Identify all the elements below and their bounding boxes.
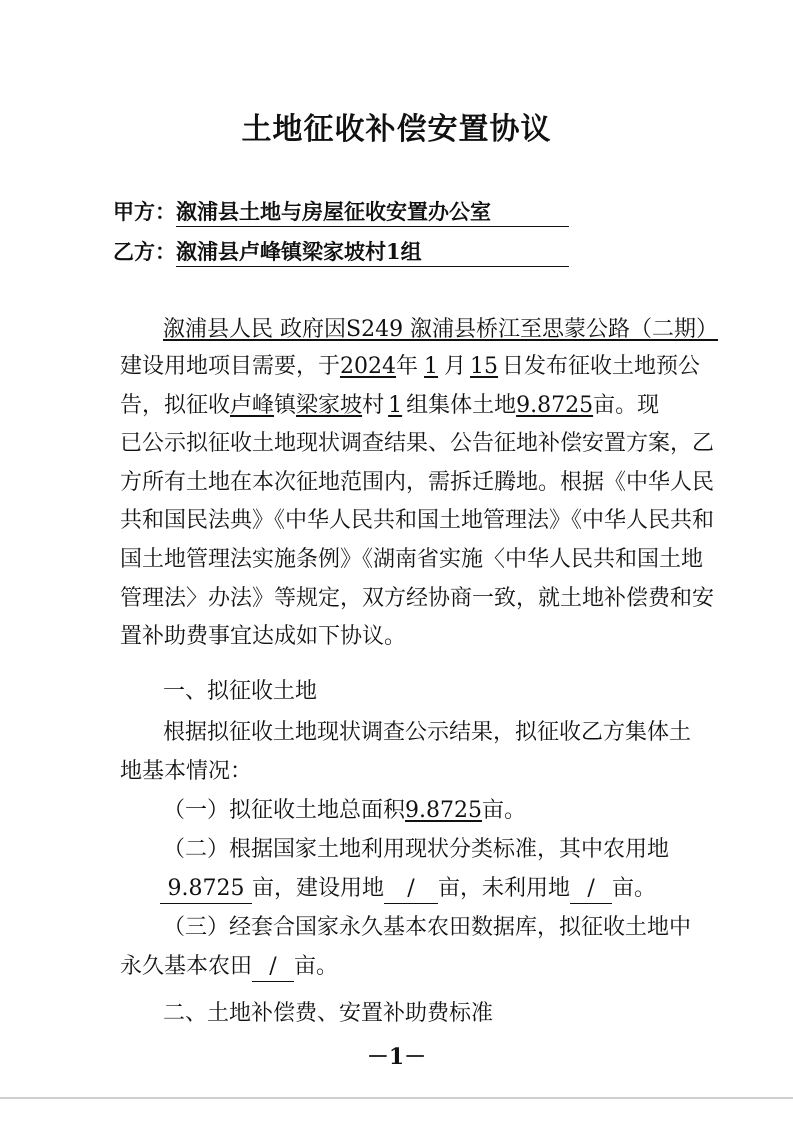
party-a-label: 甲方：: [113, 199, 176, 224]
town-name: 卢峰: [230, 393, 275, 418]
announce-month: 1: [424, 354, 439, 379]
item-2-line-2: [160, 875, 656, 904]
village-name: 梁家坡: [296, 393, 363, 418]
item-text: 永久基本农田: [120, 954, 253, 979]
paragraph-1-line-5: 方所有土地在本次征地范围内，需拆迁腾地。根据《中华人民: [120, 470, 715, 495]
p1-text: 镇: [274, 393, 297, 418]
paragraph-1-line-6: 共和国民法典》《中华人民共和国土地管理法》《中华人民共和: [120, 508, 715, 533]
section-1-heading: 一、拟征收土地: [163, 679, 318, 704]
announce-year: 2024: [340, 354, 397, 379]
paragraph-1-line-8: 管理法〉办法》等规定，双方经协商一致，就土地补偿费和安: [120, 586, 715, 611]
item-text: （一）拟征收土地总面积: [163, 798, 406, 823]
p1-text: 日发布征收土地预公: [502, 354, 701, 379]
paragraph-1-line-4: 已公示拟征收土地现状调查结果、公告征地补偿安置方案，乙: [120, 431, 715, 456]
item-3-line-2: [120, 953, 338, 982]
section-1-intro-line-1: 根据拟征收土地现状调查公示结果，拟征收乙方集体土: [163, 720, 692, 745]
announce-day: 15: [470, 354, 499, 379]
party-a-value: 溆浦县土地与房屋征收安置办公室: [176, 198, 569, 227]
farmland-area: 9.8725: [160, 875, 252, 904]
scan-edge-line: [0, 1097, 793, 1099]
paragraph-1-line-9: 置补助费事宜达成如下协议。: [120, 624, 407, 649]
party-b-value: 溆浦县卢峰镇梁家坡村1组: [176, 238, 569, 267]
p1-text: 亩。现: [593, 393, 660, 418]
basic-farmland-area: /: [252, 953, 294, 982]
p1-text: 年: [396, 354, 419, 379]
land-area: 9.8725: [516, 393, 594, 418]
section-1-intro-line-2: 地基本情况：: [120, 759, 253, 784]
unused-land-area: /: [570, 875, 612, 904]
party-a-line: [113, 198, 569, 227]
p1-text: 组集体土地: [406, 393, 517, 418]
p1-text: 建设用地项目需要，于: [120, 354, 341, 379]
item-2-line-1: （二）根据国家土地利用现状分类标准，其中农用地: [163, 837, 670, 862]
section-2-heading: 二、土地补偿费、安置补助费标准: [163, 1001, 494, 1026]
total-area: 9.8725: [405, 798, 482, 823]
party-b-label: 乙方：: [113, 239, 176, 264]
item-text: 亩。: [612, 876, 657, 901]
p1-text: 村: [362, 393, 385, 418]
item-1: [163, 797, 526, 825]
paragraph-1-line-3: [120, 392, 659, 420]
paragraph-1-line-2: [120, 353, 700, 381]
paragraph-1-line-1: [163, 316, 718, 344]
item-text: 亩，建设用地: [252, 876, 385, 901]
group-number: 1: [388, 393, 403, 418]
document-title: 土地征收补偿安置协议: [241, 112, 552, 147]
p1-text: 月: [444, 354, 467, 379]
construction-land-area: /: [384, 875, 438, 904]
project-name: S249 溆浦县桥江至思蒙公路（二期）: [346, 317, 719, 342]
item-text: 亩。: [482, 798, 527, 823]
p1-text: 告，拟征收: [120, 393, 231, 418]
party-b-line: [113, 238, 569, 267]
item-text: 亩。: [294, 954, 339, 979]
p1-text: 溆浦县人民 政府因: [163, 317, 346, 342]
paragraph-1-line-7: 国土地管理法实施条例》《湖南省实施〈中华人民共和国土地: [120, 547, 704, 572]
item-3-line-1: （三）经套合国家永久基本农田数据库，拟征收土地中: [163, 915, 692, 940]
item-text: 亩，未利用地: [438, 876, 571, 901]
page-number: －1－: [366, 1044, 427, 1070]
